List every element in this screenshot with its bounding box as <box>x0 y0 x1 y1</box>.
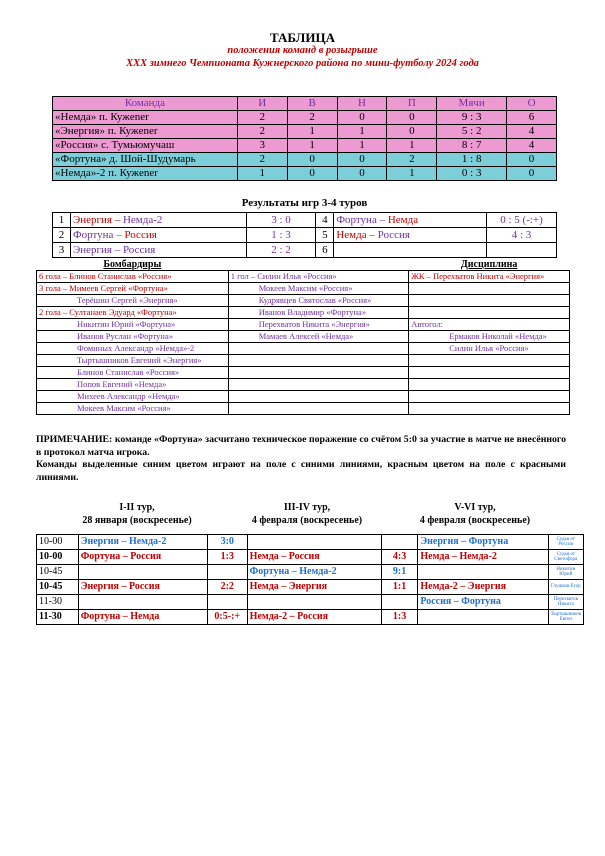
schedule-row <box>37 580 584 595</box>
schedule-table <box>36 534 584 625</box>
standings-row <box>53 125 557 139</box>
schedule-match: Фортуна – Россия <box>78 550 207 565</box>
schedule-time: 10-45 <box>37 580 79 595</box>
schedule-match: Фортуна – Немда <box>78 610 207 625</box>
points: 0 <box>507 153 557 167</box>
result-match: Фортуна – Россия <box>70 228 246 243</box>
result-match <box>334 243 487 258</box>
schedule-match <box>418 565 548 580</box>
schedule-referee: Судья от России <box>548 535 583 550</box>
discipline-entry <box>409 307 570 319</box>
result-number: 6 <box>316 243 334 258</box>
result-score: 2 : 2 <box>246 243 316 258</box>
results-row <box>53 213 557 228</box>
tour-2-header <box>222 501 392 527</box>
schedule-time: 10-00 <box>37 550 79 565</box>
schedule-match <box>78 595 207 610</box>
team-b: Россия <box>377 229 410 241</box>
scorer-entry <box>228 403 409 415</box>
games: 2 <box>237 153 287 167</box>
scorers-row <box>37 391 570 403</box>
schedule-score: 1:3 <box>207 550 247 565</box>
points: 0 <box>507 167 557 181</box>
tour-2-name: III-IV тур, <box>283 502 331 513</box>
games: 2 <box>237 125 287 139</box>
discipline-entry <box>409 295 570 307</box>
schedule-match <box>418 610 548 625</box>
wins: 1 <box>287 125 337 139</box>
draws: 1 <box>337 139 387 153</box>
discipline-entry <box>409 283 570 295</box>
scorer-entry: 6 гола – Блинов Станислав «Россия» <box>37 271 229 283</box>
scorer-entry: Терёшин Сергей «Энергия» <box>37 295 229 307</box>
header-points: О <box>507 97 557 111</box>
standings-row <box>53 153 557 167</box>
scorer-entry: Тыртышников Евгений «Энергия» <box>37 355 229 367</box>
standings-header-row <box>53 97 557 111</box>
points: 6 <box>507 111 557 125</box>
note-text: ПРИМЕЧАНИЕ: команде «Фортуна» засчитано техническое поражение со счётом 5:0 за участие в матче не внесённого в протокол матча игрока. <box>36 434 566 458</box>
games: 1 <box>237 167 287 181</box>
schedule-match: Энергия – Немда-2 <box>78 535 207 550</box>
scorers-row <box>37 307 570 319</box>
team-a: Немда <box>336 229 367 241</box>
header-draws: Н <box>337 97 387 111</box>
results-table <box>52 212 557 258</box>
result-number: 4 <box>316 213 334 228</box>
schedule-match: Немда-2 – Энергия <box>418 580 548 595</box>
losses: 0 <box>387 125 437 139</box>
discipline-entry <box>409 367 570 379</box>
scorers-row <box>37 283 570 295</box>
header-wins: В <box>287 97 337 111</box>
discipline-entry: ЖК – Перехватов Никита «Энергия» <box>409 271 570 283</box>
schedule-match: Немда – Немда-2 <box>418 550 548 565</box>
discipline-entry: Силин Илья «Россия» <box>409 343 570 355</box>
goals: 1 : 8 <box>437 153 507 167</box>
team-a: Энергия <box>72 214 112 226</box>
page-title: ТАБЛИЦА <box>270 30 335 45</box>
schedule-score: 3:0 <box>207 535 247 550</box>
team-name: «Россия» с. Тумьюмучаш <box>53 139 238 153</box>
result-match: Энергия – Россия <box>70 243 246 258</box>
scorer-entry: Перехватов Никита «Энергия» <box>228 319 409 331</box>
schedule-match <box>247 595 381 610</box>
tour-3-name: V-VI тур, <box>454 502 496 513</box>
scorer-entry: 1 гол – Силин Илья «Россия» <box>228 271 409 283</box>
standings-row <box>53 167 557 181</box>
team-b: Немда-2 <box>122 214 163 226</box>
schedule-score: 1:3 <box>381 610 418 625</box>
schedule-match: Немда-2 – Россия <box>247 610 381 625</box>
scorers-row <box>37 355 570 367</box>
team-name: «Фортуна» д. Шой-Шудумарь <box>53 153 238 167</box>
standings-row <box>53 139 557 153</box>
scorer-entry: Мокеев Максим «Россия» <box>37 403 229 415</box>
schedule-match: Немда – Россия <box>247 550 381 565</box>
schedule-score: 4:3 <box>381 550 418 565</box>
draws: 1 <box>337 125 387 139</box>
result-score: 4 : 3 <box>487 228 557 243</box>
wins: 0 <box>287 153 337 167</box>
goals: 9 : 3 <box>437 111 507 125</box>
schedule-score <box>381 595 418 610</box>
result-match: Немда – Россия <box>334 228 487 243</box>
result-score: 0 : 5 (-:+) <box>487 213 557 228</box>
schedule-row <box>37 565 584 580</box>
scorer-entry <box>228 391 409 403</box>
losses: 1 <box>387 139 437 153</box>
result-score: 1 : 3 <box>246 228 316 243</box>
results-title: Результаты игр 3-4 туров <box>241 197 368 209</box>
discipline-entry <box>409 355 570 367</box>
team-b: Россия <box>122 244 156 256</box>
result-number: 3 <box>53 243 71 258</box>
result-score <box>487 243 557 258</box>
discipline-entry <box>409 403 570 415</box>
team-b: Немда <box>387 214 419 226</box>
scorer-entry: Иванов Руслан «Фортуна» <box>37 331 229 343</box>
scorer-entry <box>228 343 409 355</box>
tour-1-header <box>52 501 222 527</box>
results-row <box>53 228 557 243</box>
scorers-row <box>37 295 570 307</box>
result-match: Энергия – Немда-2 <box>70 213 246 228</box>
scorers-row <box>37 379 570 391</box>
result-number: 1 <box>53 213 71 228</box>
tour-3-header <box>390 501 560 527</box>
schedule-row <box>37 610 584 625</box>
schedule-time: 10-45 <box>37 565 79 580</box>
schedule-match: Энергия – Россия <box>78 580 207 595</box>
games: 2 <box>237 111 287 125</box>
scorer-entry: Блинов Станислав «Россия» <box>37 367 229 379</box>
goals: 8 : 7 <box>437 139 507 153</box>
schedule-row <box>37 550 584 565</box>
header-goals: Мячи <box>437 97 507 111</box>
header-games: И <box>237 97 287 111</box>
team-name: «Немда» п. Кужener <box>53 111 238 125</box>
points: 4 <box>507 139 557 153</box>
schedule-match: Немда – Энергия <box>247 580 381 595</box>
scorer-entry <box>228 367 409 379</box>
schedule-match: Россия – Фортуна <box>418 595 548 610</box>
draws: 0 <box>337 153 387 167</box>
tour-1-name: I-II тур, <box>119 502 155 513</box>
team-a: Фортуна <box>72 229 114 241</box>
discipline-entry <box>409 391 570 403</box>
schedule-referee: Глушков Егор <box>548 580 583 595</box>
team-name: «Энергия» п. Кужener <box>53 125 238 139</box>
scorer-entry: Мамаев Алексей «Немда» <box>228 331 409 343</box>
losses: 1 <box>387 167 437 181</box>
schedule-match: Энергия – Фортуна <box>418 535 548 550</box>
scorers-discipline-table <box>36 259 570 415</box>
goals: 0 : 3 <box>437 167 507 181</box>
discipline-entry <box>409 379 570 391</box>
tour-3-date: 4 февраля (воскресенье) <box>419 515 531 526</box>
header-team: Команда <box>53 97 238 111</box>
scorers-row <box>37 367 570 379</box>
schedule-match <box>78 565 207 580</box>
losses: 0 <box>387 111 437 125</box>
scorer-entry: Иванов Владимир «Фортуна» <box>228 307 409 319</box>
header-losses: П <box>387 97 437 111</box>
standings-row <box>53 111 557 125</box>
page-subtitle-2: XXX зимнего Чемпионата Кужнерского района по мини-футболу 2024 года <box>126 58 479 69</box>
schedule-time: 11-30 <box>37 610 79 625</box>
scorers-row <box>37 319 570 331</box>
schedule-referee: Перехватов Никита <box>548 595 583 610</box>
discipline-title: Дисциплина <box>460 259 518 271</box>
scorer-entry: Попов Евгений «Немда» <box>37 379 229 391</box>
scorers-title: Бомбардиры <box>103 259 162 271</box>
schedule-score: 0:5-:+ <box>207 610 247 625</box>
schedule-match: Фортуна – Немда-2 <box>247 565 381 580</box>
wins: 2 <box>287 111 337 125</box>
tour-1-date: 28 января (воскресенье) <box>82 515 192 526</box>
schedule-referee: Судья от Светофора <box>548 550 583 565</box>
scorer-entry: Фоминых Александр «Немда»-2 <box>37 343 229 355</box>
scorer-entry: Михеев Александр «Немда» <box>37 391 229 403</box>
draws: 0 <box>337 167 387 181</box>
wins: 1 <box>287 139 337 153</box>
scorer-entry: Мокеев Максим «Россия» <box>228 283 409 295</box>
schedule-row <box>37 535 584 550</box>
scorers-row <box>37 331 570 343</box>
result-score: 3 : 0 <box>246 213 316 228</box>
schedule-score: 1:1 <box>381 580 418 595</box>
results-row <box>53 243 557 258</box>
schedule-score: 2:2 <box>207 580 247 595</box>
scorers-row <box>37 343 570 355</box>
scorer-entry: Кудрявцев Святослав «Россия» <box>228 295 409 307</box>
page-subtitle-1: положения команд в розыгрыше <box>227 45 378 56</box>
schedule-time: 11-30 <box>37 595 79 610</box>
goals: 5 : 2 <box>437 125 507 139</box>
wins: 0 <box>287 167 337 181</box>
scorer-entry <box>228 355 409 367</box>
note-fields: Команды выделенные синим цветом играют на поле с синими линиями, красным цветом на поле с красными линиями. <box>36 459 566 483</box>
games: 3 <box>237 139 287 153</box>
schedule-match <box>247 535 381 550</box>
result-number: 2 <box>53 228 71 243</box>
schedule-score <box>207 595 247 610</box>
standings-table <box>52 96 557 181</box>
schedule-row <box>37 595 584 610</box>
scorer-entry: 3 гола – Мимеев Сергей «Фортуна» <box>37 283 229 295</box>
schedule-time: 10-00 <box>37 535 79 550</box>
scorer-entry <box>228 379 409 391</box>
draws: 0 <box>337 111 387 125</box>
tour-2-date: 4 февраля (воскресенье) <box>251 515 363 526</box>
team-b: Россия <box>124 229 157 241</box>
schedule-score <box>207 565 247 580</box>
scorer-entry: 2 гола – Султанаев Эдуард «Фортуна» <box>37 307 229 319</box>
team-name: «Немда»-2 п. Кужener <box>53 167 238 181</box>
team-a: Фортуна <box>336 214 377 226</box>
result-match: Фортуна – Немда <box>334 213 487 228</box>
discipline-entry: Ермаков Николай «Немда» <box>409 331 570 343</box>
discipline-entry: Автогол: <box>409 319 570 331</box>
team-a: Энергия <box>72 244 112 256</box>
scorers-row <box>37 403 570 415</box>
schedule-score <box>381 535 418 550</box>
scorer-entry: Никитин Юрий «Фортуна» <box>37 319 229 331</box>
schedule-score: 9:1 <box>381 565 418 580</box>
result-number: 5 <box>316 228 334 243</box>
scorers-row <box>37 271 570 283</box>
losses: 2 <box>387 153 437 167</box>
points: 4 <box>507 125 557 139</box>
schedule-referee: Никитин Юрий <box>548 565 583 580</box>
schedule-referee: Тыртышников Евген <box>548 610 583 625</box>
